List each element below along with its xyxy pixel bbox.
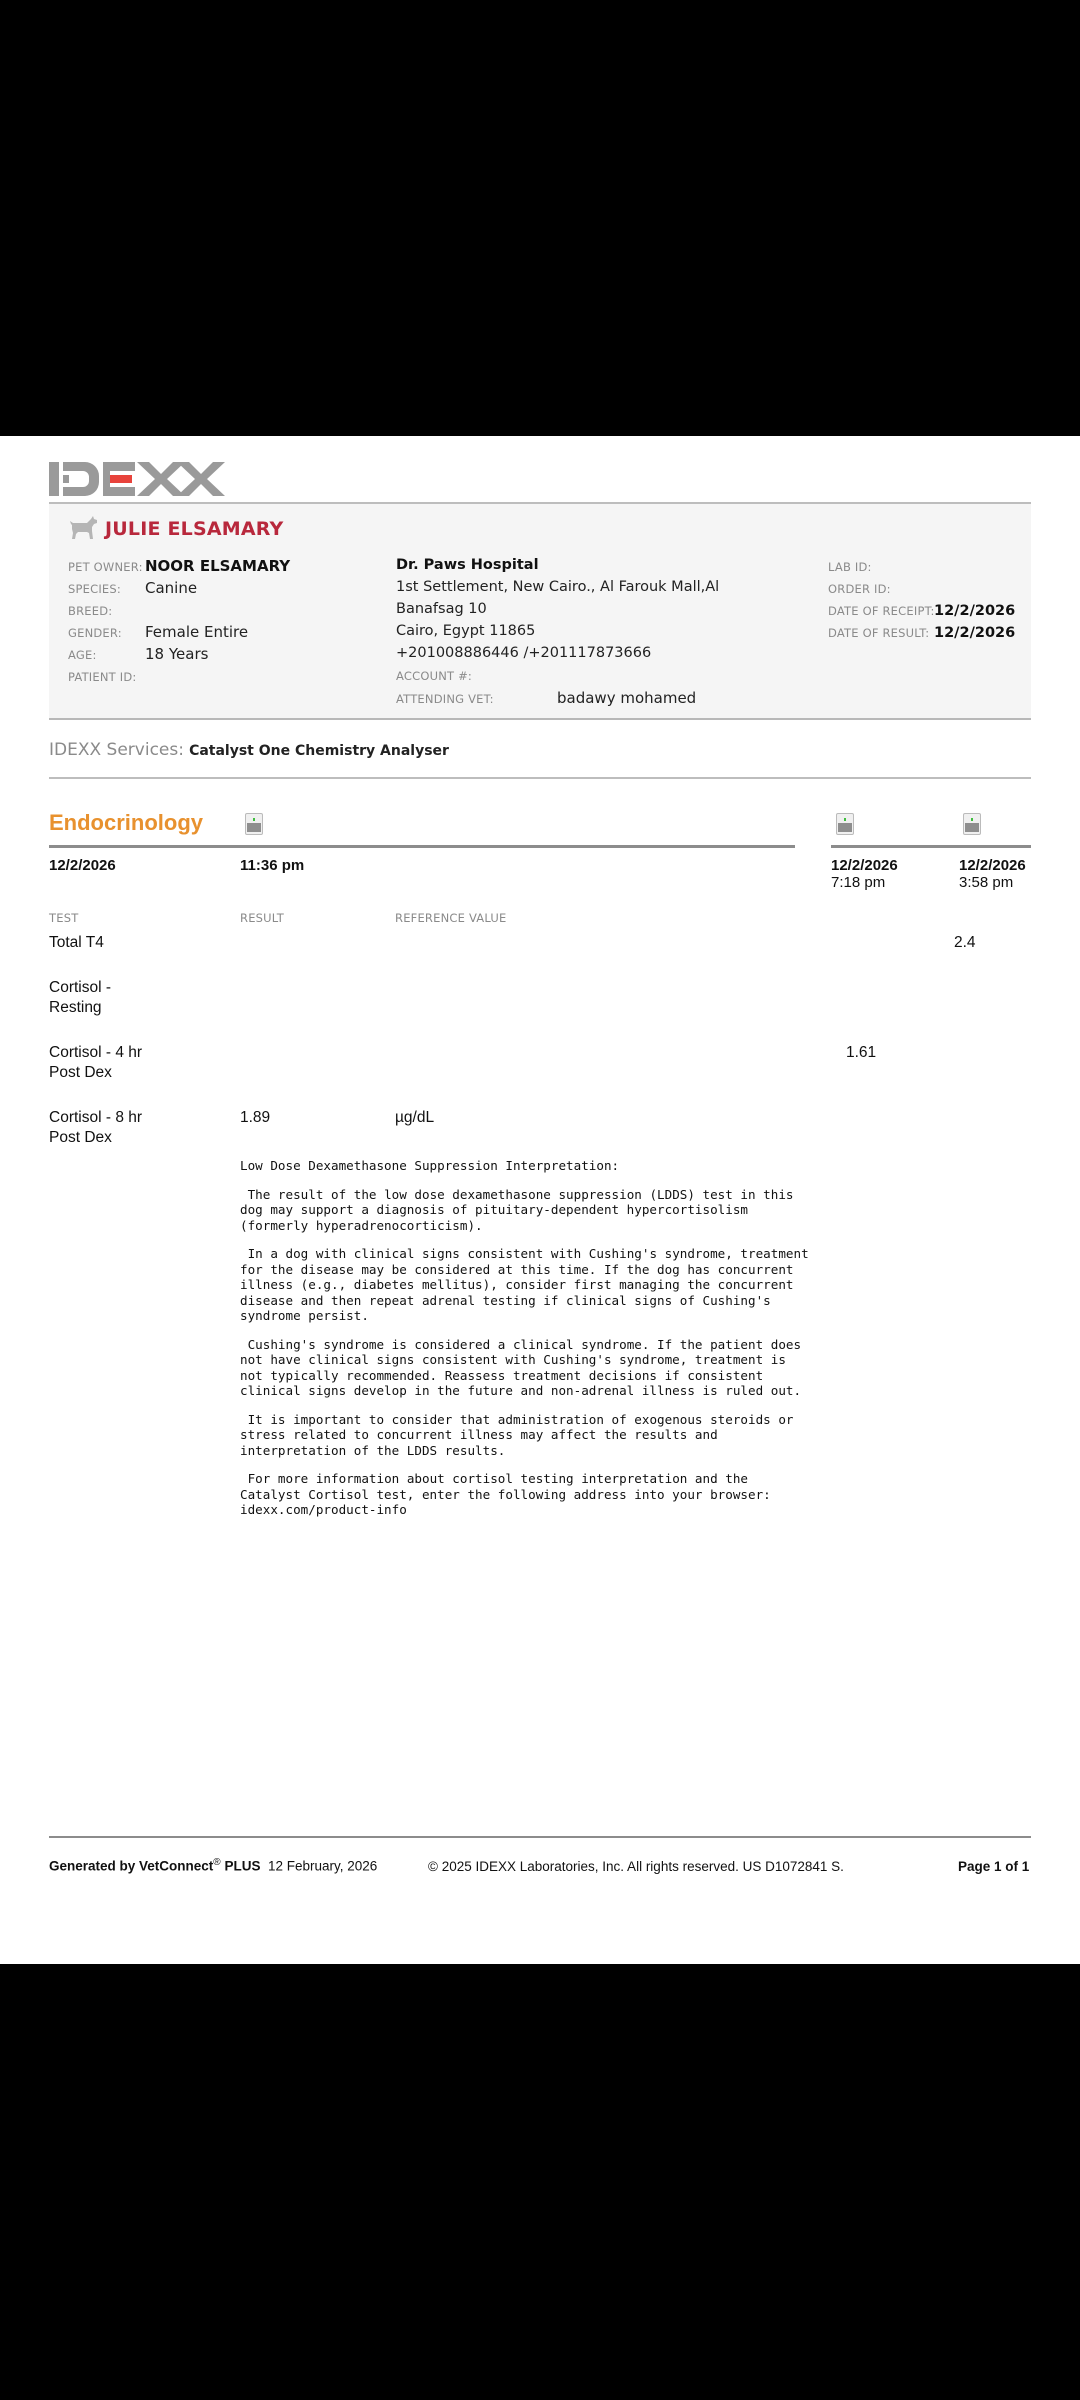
field-gender: GENDER: Female Entire bbox=[68, 623, 249, 641]
species-value: Canine bbox=[145, 579, 198, 597]
interpretation-title: Low Dose Dexamethasone Suppression Interpretation: bbox=[240, 1158, 620, 1173]
dog-icon bbox=[68, 516, 98, 542]
age-value: 18 Years bbox=[145, 645, 209, 663]
page-number: Page 1 of 1 bbox=[958, 1859, 1030, 1874]
test-name: Cortisol - Resting bbox=[49, 979, 112, 1016]
history-divider bbox=[831, 845, 1031, 848]
current-run-time: 11:36 pm bbox=[240, 857, 305, 874]
previous-result-1: 1.61 bbox=[846, 1044, 877, 1061]
interpretation-paragraph: It is important to consider that administration of exogenous steroids or stress related to concurrent illness may affect the results and interpretation of the LDDS results. bbox=[240, 1411, 794, 1458]
clinic-address-line: 1st Settlement, New Cairo., Al Farouk Mall,Al bbox=[396, 579, 720, 595]
generated-by: Generated by VetConnect® PLUS 12 February, 2026 bbox=[49, 1857, 378, 1874]
analyser-icon[interactable] bbox=[963, 813, 981, 835]
field-pet-owner: PET OWNER: NOOR ELSAMARY bbox=[68, 557, 291, 575]
clinic-name: Dr. Paws Hospital bbox=[396, 557, 539, 573]
copyright: © 2025 IDEXX Laboratories, Inc. All rights reserved. US D1072841 S. bbox=[428, 1859, 844, 1874]
column-header-reference: REFERENCE VALUE bbox=[395, 911, 507, 925]
previous-run-1[interactable]: 12/2/2026 7:18 pm bbox=[831, 857, 898, 891]
clinic-info bbox=[396, 554, 719, 710]
services-value: Catalyst One Chemistry Analyser bbox=[189, 743, 449, 759]
generated-date: 12 February, 2026 bbox=[267, 1858, 378, 1874]
clinic-phone: +201008886446 /+201117873666 bbox=[396, 645, 652, 661]
previous-run-2[interactable]: 12/2/2026 3:58 pm bbox=[959, 857, 1026, 891]
field-species: SPECIES: Canine bbox=[68, 579, 198, 597]
clinic-address-line: Cairo, Egypt 11865 bbox=[396, 623, 536, 639]
test-name: Cortisol - 4 hr Post Dex bbox=[49, 1044, 143, 1081]
column-header-result: RESULT bbox=[240, 911, 285, 925]
interpretation-paragraph: In a dog with clinical signs consistent with Cushing's syndrome, treatment for the disease may be considered at this time. If the dog has concurrent illness (e.g., diabetes mellitus), consider first managing the concurrent disease and then repeat adrenal testing if clinical signs of Cushing's syndrome persist. bbox=[240, 1246, 809, 1323]
test-name: Total T4 bbox=[49, 934, 104, 951]
interpretation-paragraph: The result of the low dose dexamethasone suppression (LDDS) test in this dog may support a diagnosis of pituitary-dependent hypercortisolism (formerly hyperadrenocorticism). bbox=[240, 1186, 794, 1233]
services-divider bbox=[49, 777, 1031, 779]
date-of-result-value: 12/2/2026 bbox=[934, 625, 1016, 641]
interpretation-paragraph: For more information about cortisol testing interpretation and the Catalyst Cortisol test, enter the following address into your browser: idexx.com/product-info bbox=[240, 1471, 771, 1517]
test-name: Cortisol - 8 hr Post Dex bbox=[49, 1109, 143, 1146]
previous-result-2: 2.4 bbox=[954, 934, 976, 951]
gender-value: Female Entire bbox=[145, 623, 249, 641]
services-line bbox=[49, 740, 449, 760]
report-page bbox=[0, 436, 1080, 1964]
field-date-of-result: DATE OF RESULT: 12/2/2026 bbox=[828, 625, 1016, 641]
field-date-of-receipt: DATE OF RECEIPT:12/2/2026 bbox=[828, 603, 1016, 619]
column-header-test: TEST bbox=[49, 911, 79, 925]
analyser-icon[interactable] bbox=[245, 813, 263, 835]
idexx-logo bbox=[49, 462, 225, 496]
analyser-icon[interactable] bbox=[836, 813, 854, 835]
current-run-date: 12/2/2026 bbox=[49, 857, 116, 874]
footer-divider bbox=[49, 1836, 1031, 1838]
field-order-id: ORDER ID: bbox=[828, 582, 891, 596]
attending-vet-value: badawy mohamed bbox=[557, 689, 697, 707]
pet-owner-value: NOOR ELSAMARY bbox=[145, 557, 291, 575]
date-of-receipt-value: 12/2/2026 bbox=[934, 603, 1016, 619]
field-breed: BREED: bbox=[68, 604, 113, 618]
section-title: Endocrinology bbox=[49, 810, 203, 835]
interpretation-notes bbox=[240, 1158, 840, 1518]
field-attending-vet: ATTENDING VET: badawy mohamed bbox=[396, 689, 697, 707]
clinic-address-line: Banafsag 10 bbox=[396, 601, 487, 617]
field-lab-id: LAB ID: bbox=[828, 560, 872, 574]
interpretation-paragraph: Cushing's syndrome is considered a clinical syndrome. If the patient does not have clinical signs consistent with Cushing's syndrome, treatment is not typically recommended. Reassess treatment decisions if consistent clinical signs develop in the future and non-adrenal illness is ruled out. bbox=[240, 1336, 802, 1398]
reference-value: µg/dL bbox=[395, 1109, 435, 1126]
patient-name: JULIE ELSAMARY bbox=[105, 518, 284, 540]
services-label: IDEXX Services: bbox=[49, 740, 184, 760]
field-patient-id: PATIENT ID: bbox=[68, 670, 137, 684]
result-value: 1.89 bbox=[240, 1109, 271, 1126]
section-divider bbox=[49, 845, 795, 848]
field-account: ACCOUNT #: bbox=[396, 669, 472, 683]
field-age: AGE: 18 Years bbox=[68, 645, 209, 663]
